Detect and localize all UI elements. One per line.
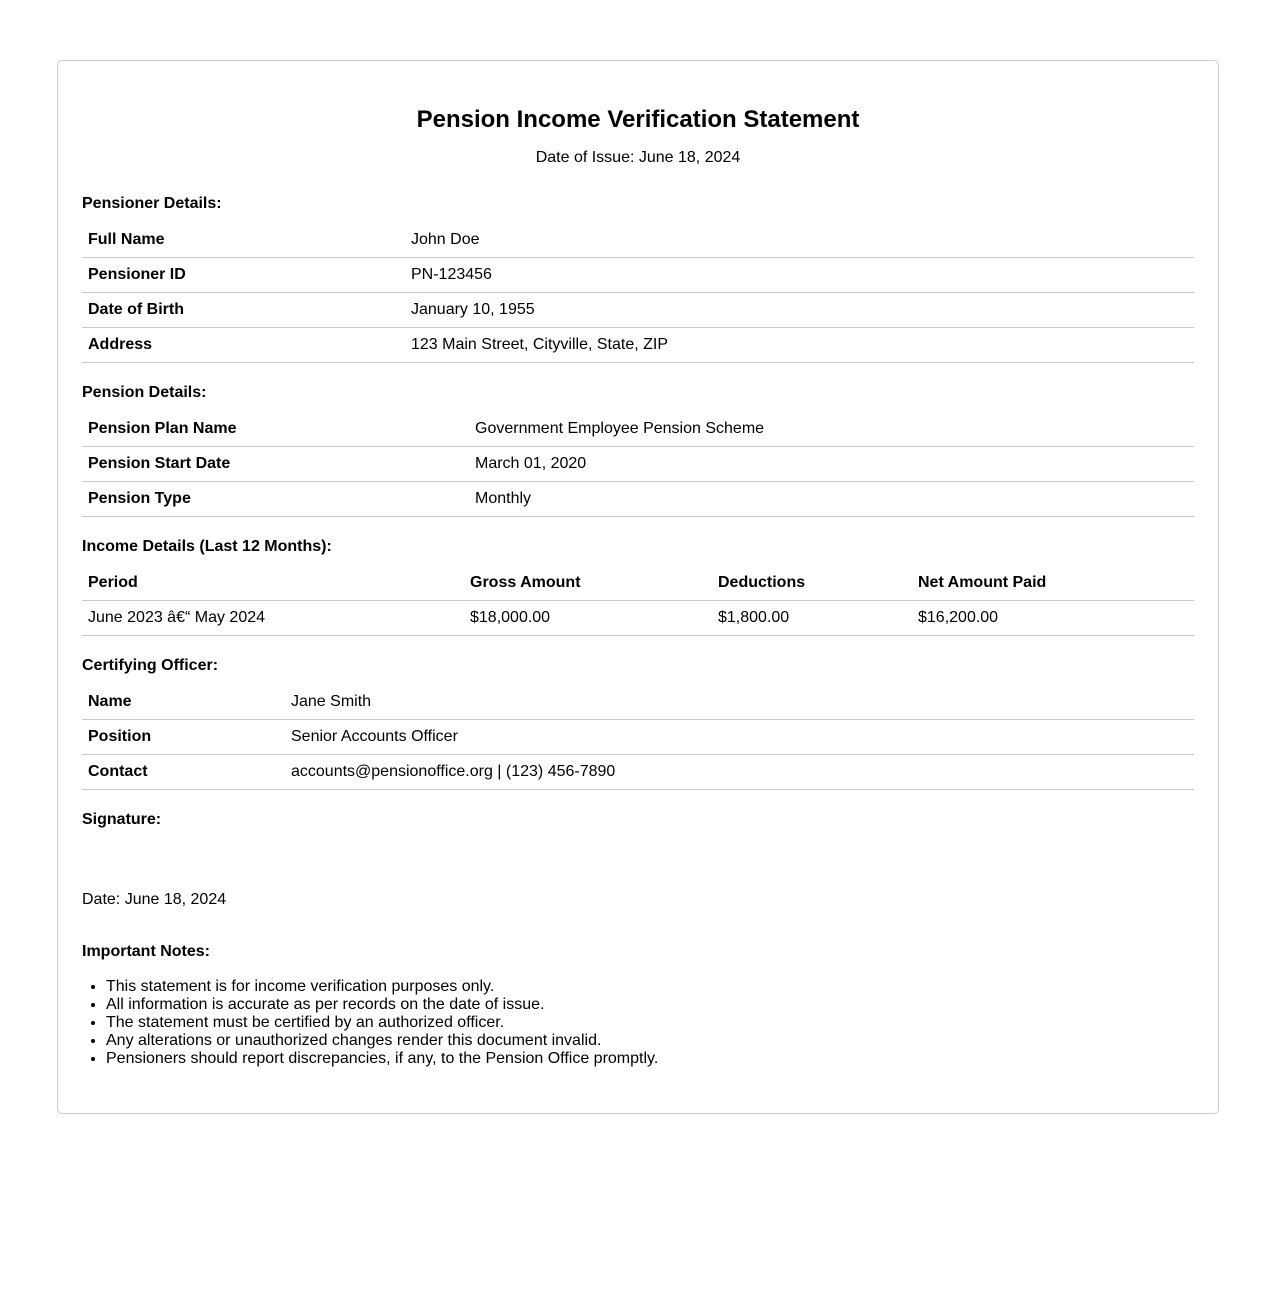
signature-date: Date: June 18, 2024 [82,891,227,908]
deductions-column-header: Deductions [712,566,912,601]
table-header-row [82,566,1194,601]
officer-name-value: Jane Smith [285,685,1194,720]
officer-position-value: Senior Accounts Officer [285,720,1194,755]
pension-type-label: Pension Type [82,482,469,517]
certifying-officer-heading: Certifying Officer: [82,657,219,674]
table-row [82,293,1194,328]
deductions-cell: $1,800.00 [712,601,912,636]
pensioner-details-table [82,223,1194,363]
gross-amount-column-header: Gross Amount [464,566,712,601]
officer-name-label: Name [82,685,285,720]
net-amount-cell: $16,200.00 [912,601,1194,636]
table-row [82,447,1194,482]
pension-details-heading: Pension Details: [82,384,207,401]
table-row [82,755,1194,790]
table-row [82,258,1194,293]
date-of-birth-label: Date of Birth [82,293,405,328]
table-row [82,720,1194,755]
officer-contact-label: Contact [82,755,285,790]
pensioner-details-heading: Pensioner Details: [82,195,222,212]
document-title: Pension Income Verification Statement [416,106,860,133]
net-amount-column-header: Net Amount Paid [912,566,1194,601]
pensioner-id-label: Pensioner ID [82,258,405,293]
important-notes-list [82,978,1194,1068]
income-details-heading: Income Details (Last 12 Months): [82,538,332,555]
issue-date: Date of Issue: June 18, 2024 [535,149,741,166]
officer-contact-value: accounts@pensionoffice.org | (123) 456-7890 [285,755,1194,790]
list-item: • This statement is for income verification purposes only. [106,978,1194,996]
full-name-label: Full Name [82,223,405,258]
pension-plan-name-label: Pension Plan Name [82,412,469,447]
list-item: • Pensioners should report discrepancies, if any, to the Pension Office promptly. [106,1050,1194,1068]
table-row [82,223,1194,258]
table-row [82,412,1194,447]
pension-plan-name-value: Government Employee Pension Scheme [469,412,1194,447]
gross-amount-cell: $18,000.00 [464,601,712,636]
list-item: • All information is accurate as per records on the date of issue. [106,996,1194,1014]
address-label: Address [82,328,405,363]
date-of-birth-value: January 10, 1955 [405,293,1194,328]
officer-position-label: Position [82,720,285,755]
address-value: 123 Main Street, Cityville, State, ZIP [405,328,1194,363]
pension-type-value: Monthly [469,482,1194,517]
statement-card [57,60,1219,1114]
pensioner-id-value: PN-123456 [405,258,1194,293]
period-column-header: Period [82,566,464,601]
pension-start-date-value: March 01, 2020 [469,447,1194,482]
table-row [82,601,1194,636]
pension-start-date-label: Pension Start Date [82,447,469,482]
income-details-table [82,566,1194,636]
list-item: • Any alterations or unauthorized changes render this document invalid. [106,1032,1194,1050]
certifying-officer-table [82,685,1194,790]
table-row [82,482,1194,517]
table-row [82,685,1194,720]
list-item: • The statement must be certified by an authorized officer. [106,1014,1194,1032]
period-cell: June 2023 â€“ May 2024 [82,601,464,636]
pension-details-table [82,412,1194,517]
important-notes-heading: Important Notes: [82,943,210,960]
full-name-value: John Doe [405,223,1194,258]
signature-heading: Signature: [82,811,162,828]
table-row [82,328,1194,363]
